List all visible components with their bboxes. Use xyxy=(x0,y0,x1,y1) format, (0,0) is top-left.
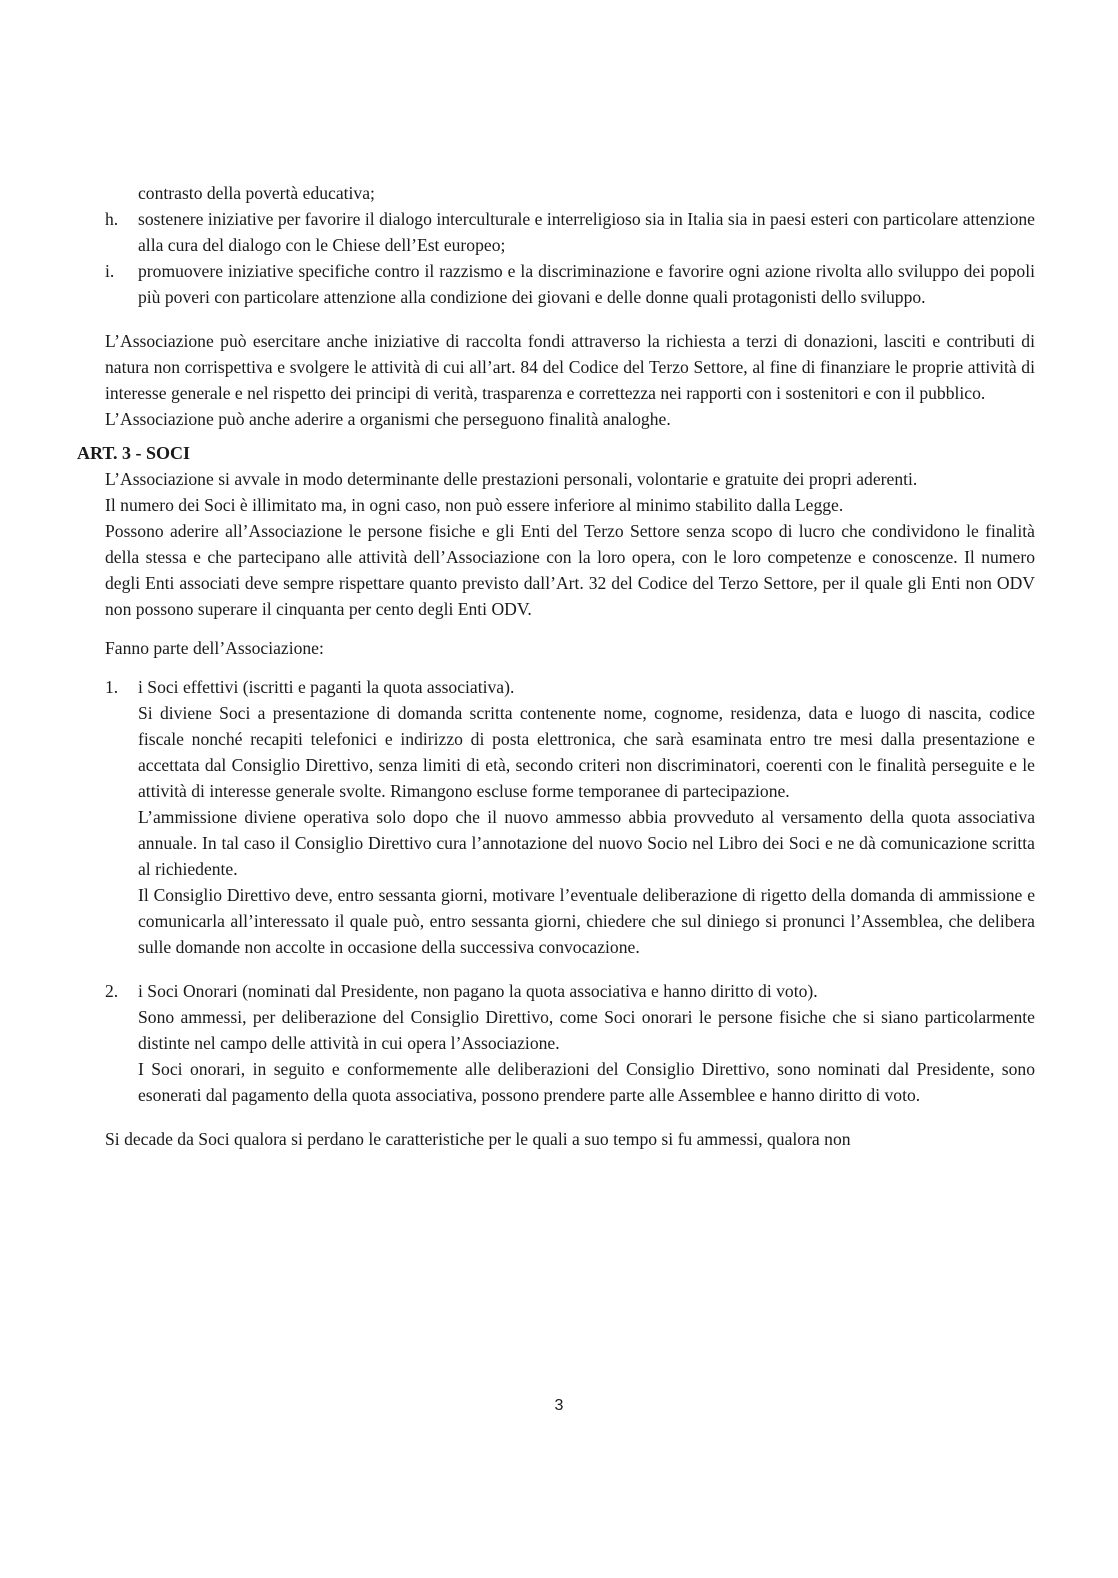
member-type-title: i Soci effettivi (iscritti e paganti la quota associativa). xyxy=(138,677,515,697)
spacer xyxy=(105,960,1035,978)
list-marker: 1. xyxy=(105,677,119,697)
spacer xyxy=(105,310,1035,328)
member-type-paragraph: L’ammissione diviene operativa solo dopo che il nuovo ammesso abbia provveduto al versamento della quota associativa annuale. In tal caso il Consiglio Direttivo cura l’annotazione del nuovo Socio nel Libro dei Soci e ne dà comunicazione scritta al richiedente. xyxy=(138,807,1035,879)
list-item-text: sostenere iniziative per favorire il dialogo interculturale e interreligioso sia in Italia sia in paesi esteri con particolare attenzione alla cura del dialogo con le Chiese dell’Est europeo; xyxy=(138,209,1035,255)
member-type-paragraph: Si diviene Soci a presentazione di domanda scritta contenente nome, cognome, residenza, data e luogo di nascita, codice fiscale nonché recapiti telefonici e indirizzo di posta elettronica, che sarà esaminata entro tre mesi dalla presentazione e accettata dal Consiglio Direttivo, senza limiti di età, secondo criteri non discriminatori, coerenti con le finalità perseguite e le attività di interesse generale svolte. Rimangono escluse forme temporanee di partecipazione. xyxy=(138,703,1035,801)
affiliation-paragraph: L’Associazione può anche aderire a organismi che perseguono finalità analoghe. xyxy=(105,409,671,429)
list-marker: i. xyxy=(105,261,115,281)
list-item-i xyxy=(105,258,1035,310)
list-marker: h. xyxy=(105,209,119,229)
spacer xyxy=(105,1108,1035,1126)
spacer xyxy=(105,661,1035,674)
article-3-section xyxy=(77,440,1035,1152)
page-number: 3 xyxy=(554,1397,564,1414)
member-type-paragraph: Il Consiglio Direttivo deve, entro sessanta giorni, motivare l’eventuale deliberazione di rigetto della domanda di ammissione e comunicarla all’interessato il quale può, entro sessanta giorni, chiedere che sul diniego si pronunci l’Assemblea, che delibera sulle domande non accolte in occasione della successiva convocazione. xyxy=(138,885,1035,957)
list-marker: 2. xyxy=(105,981,119,1001)
document-page xyxy=(77,180,1035,1152)
article-3-paragraph-1: L’Associazione si avvale in modo determinante delle prestazioni personali, volontarie e gratuite dei propri aderenti. xyxy=(105,469,918,489)
member-type-honorary xyxy=(105,978,1035,1108)
member-type-paragraph: Sono ammessi, per deliberazione del Consiglio Direttivo, come Soci onorari le persone fisiche che si siano particolarmente distinte nel campo delle attività in cui opera l’Associazione. xyxy=(138,1007,1035,1053)
spacer xyxy=(105,622,1035,635)
decadence-paragraph: Si decade da Soci qualora si perdano le caratteristiche per le quali a suo tempo si fu ammessi, qualora non xyxy=(105,1129,851,1149)
list-item-text: promuovere iniziative specifiche contro il razzismo e la discriminazione e favorire ogni azione rivolta allo sviluppo dei popoli più poveri con particolare attenzione alla condizione dei giovani e delle donne quali protagonisti dello sviluppo. xyxy=(138,261,1035,307)
member-type-title: i Soci Onorari (nominati dal Presidente, non pagano la quota associativa e hanno diritto di voto). xyxy=(138,981,818,1001)
list-continuation xyxy=(105,180,1035,206)
list-item-h xyxy=(105,206,1035,258)
member-type-effective xyxy=(105,674,1035,960)
fundraising-paragraph: L’Associazione può esercitare anche iniziative di raccolta fondi attraverso la richiesta a terzi di donazioni, lasciti e contributi di natura non corrispettiva e svolgere le attività di cui all’art. 84 del Codice del Terzo Settore, al fine di finanziare le proprie attività di interesse generale e nel rispetto dei principi di verità, trasparenza e correttezza nei rapporti con i sostenitori e con il pubblico. xyxy=(105,331,1035,403)
article-3-paragraph-3: Possono aderire all’Associazione le persone fisiche e gli Enti del Terzo Settore senza scopo di lucro che condividono le finalità della stessa e che partecipano alle attività dell’Associazione con la loro opera, con le loro competenze e conoscenze. Il numero degli Enti associati deve sempre rispettare quanto previsto dall’Art. 32 del Codice del Terzo Settore, per il quale gli Enti non ODV non possono superare il cinquanta per cento degli Enti ODV. xyxy=(105,521,1035,619)
member-type-paragraph: I Soci onorari, in seguito e conformemente alle deliberazioni del Consiglio Direttivo, sono nominati dal Presidente, sono esonerati dal pagamento della quota associativa, possono prendere parte alle Assemblee e hanno diritto di voto. xyxy=(138,1059,1035,1105)
article-heading: ART. 3 - SOCI xyxy=(77,443,191,463)
members-intro: Fanno parte dell’Associazione: xyxy=(105,638,324,658)
article-3-paragraph-2: Il numero dei Soci è illimitato ma, in ogni caso, non può essere inferiore al minimo stabilito dalla Legge. xyxy=(105,495,844,515)
continuation-text: contrasto della povertà educativa; xyxy=(138,183,375,203)
